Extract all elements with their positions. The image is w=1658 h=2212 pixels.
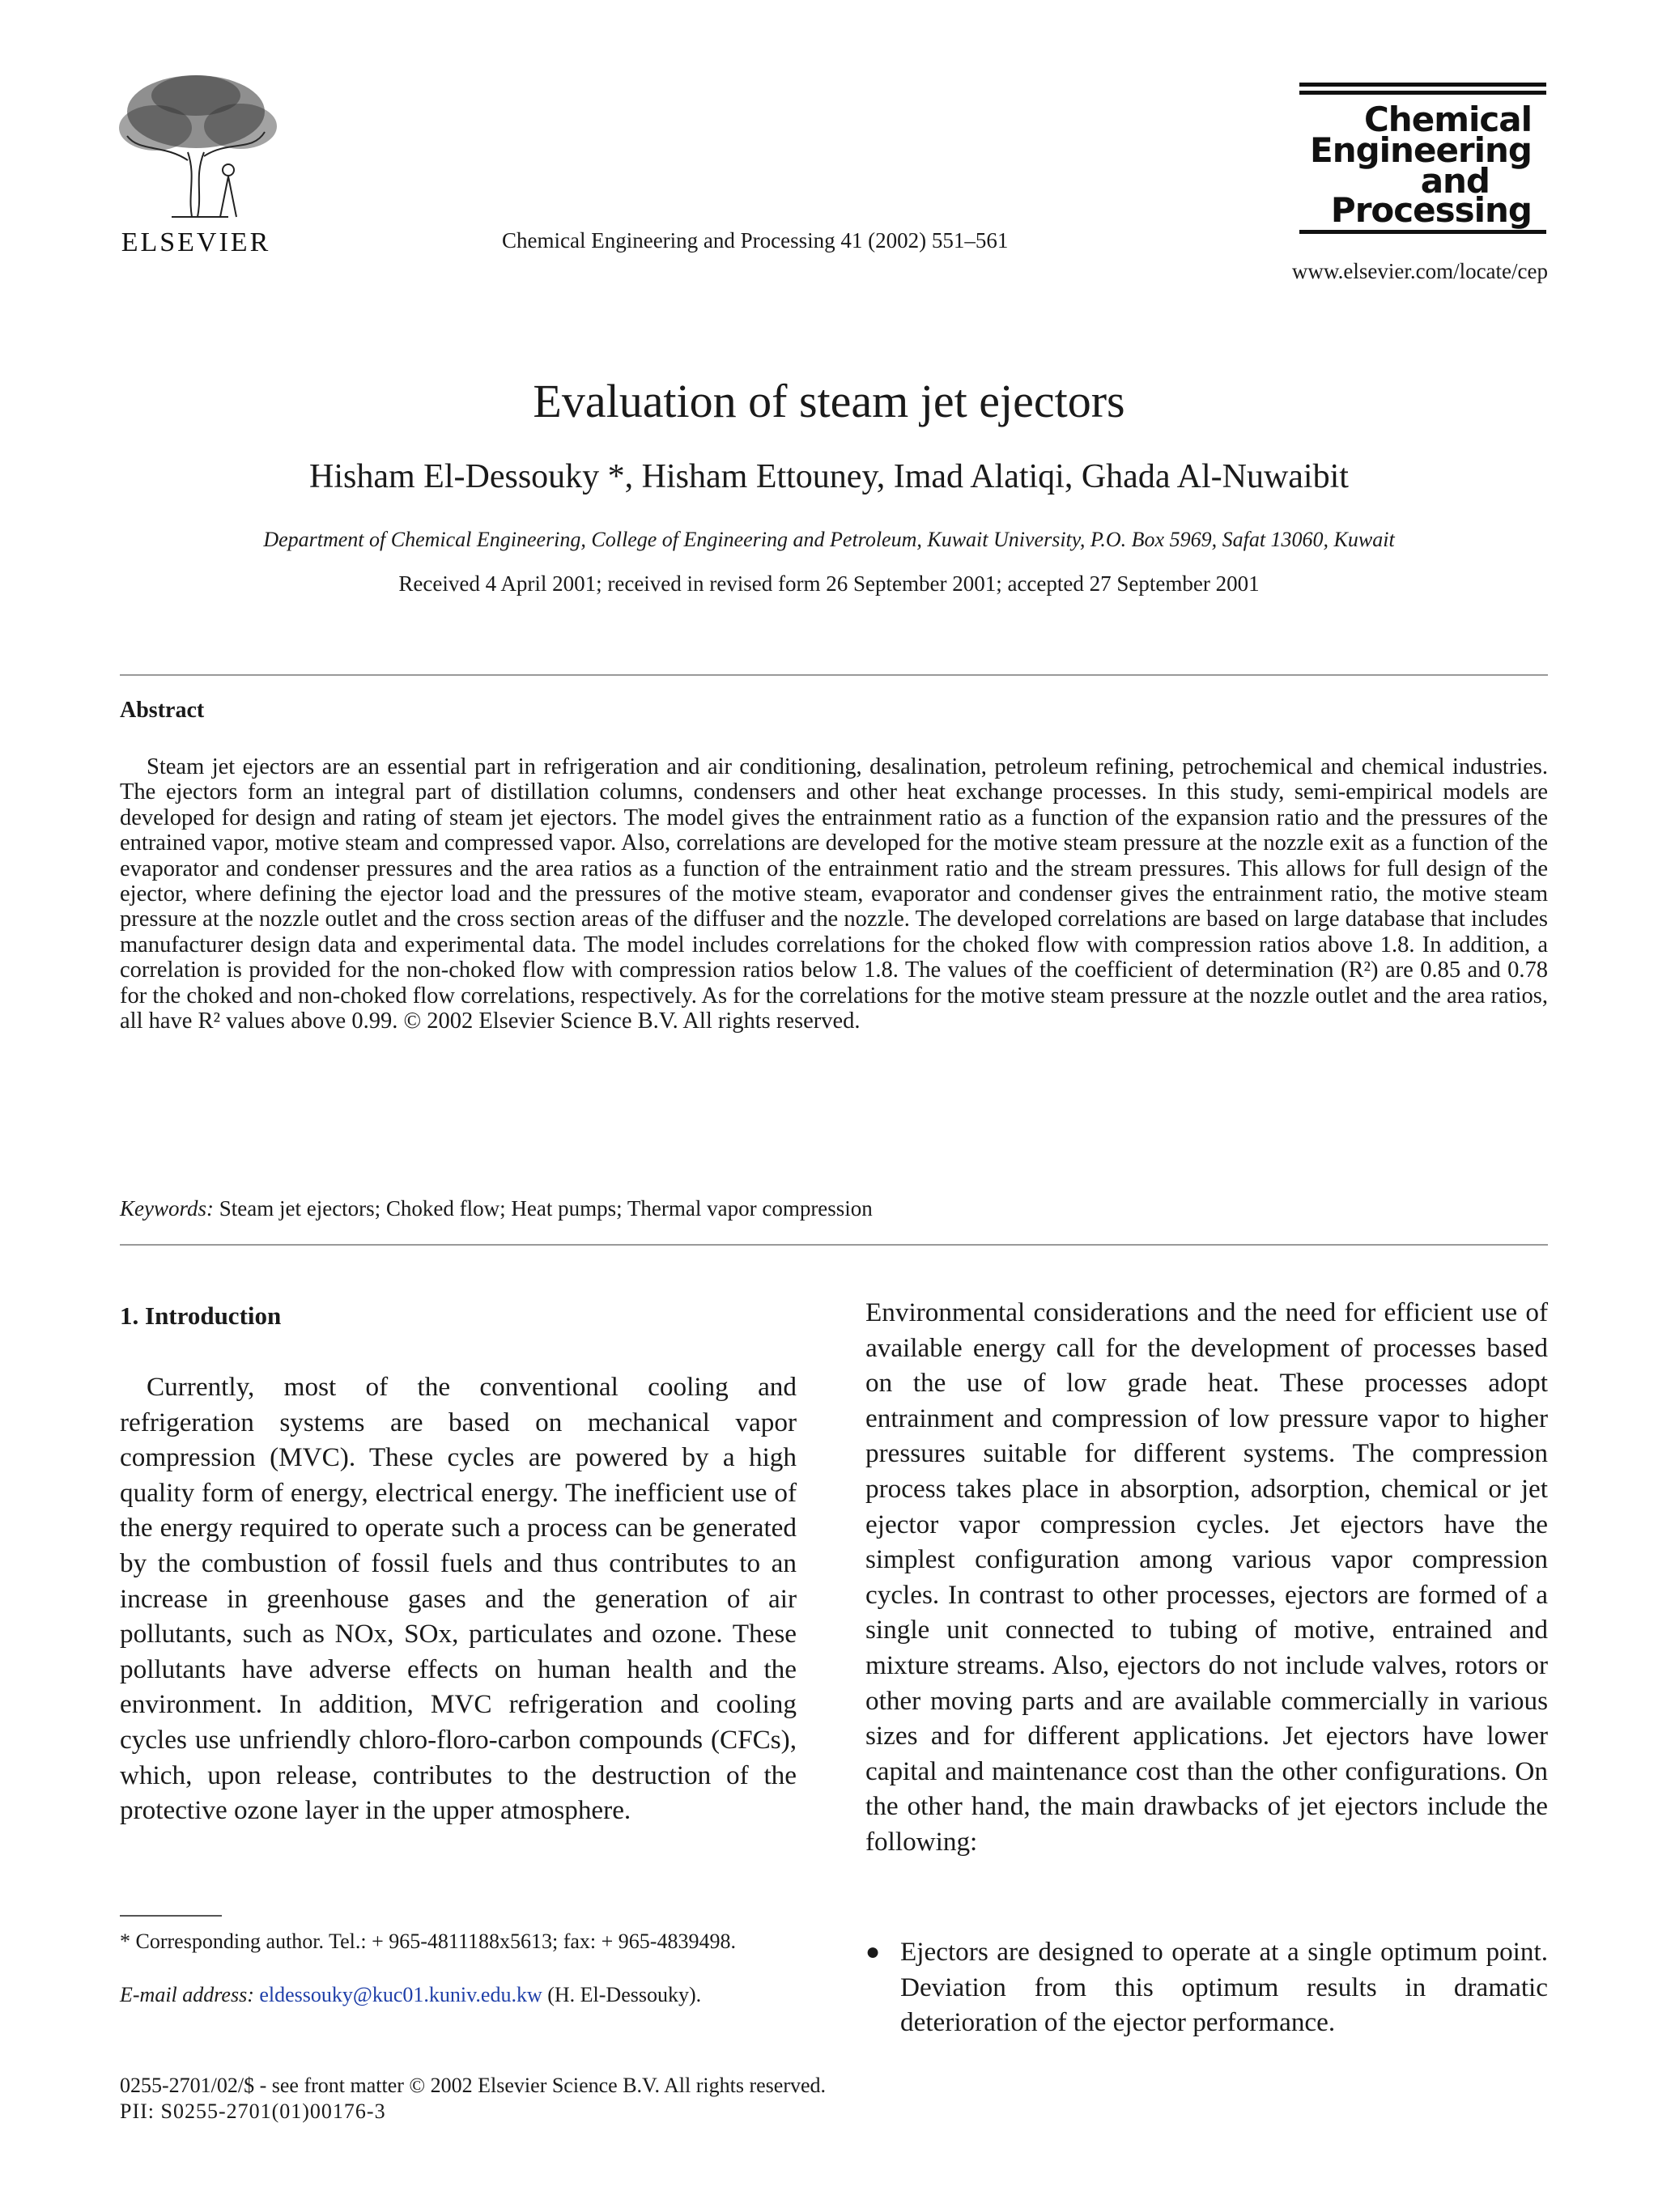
publisher-name: ELSEVIER <box>121 227 271 257</box>
abstract-text: Steam jet ejectors are an essential part in refrigeration and air conditioning, desalination, petroleum refining, petrochemical and chemical industries. The ejectors form an integral part of distillation columns, condensers and other heat exchange processes. In this study, semi-empirical models are developed for design and rating of steam jet ejectors. The model gives the entrainment ratio as a function of the expansion ratio and the pressures of the entrained vapor, motive steam and compressed vapor. Also, correlations are developed for the motive steam pressure at the nozzle exit as a function of the evaporator and condenser pressures and the area ratios as a function of the entrainment ratio and the stream pressures. This allows for full design of the ejector, where defining the ejector load and the pressures of the motive steam, evaporator and condenser gives the entrainment ratio, the motive steam pressure at the nozzle outlet and the cross section areas of the diffuser and the nozzle. The developed correlations are based on large database that includes manufacturer design data and experimental data. The model includes correlations for the choked flow with compression ratios above 1.8. In addition, a correlation is provided for the non-choked flow with compression ratios below 1.8. The values of the coefficient of determination (R²) are 0.85 and 0.78 for the choked and non-choked flow correlations, respectively. As for the correlations for the motive steam pressure at the nozzle outlet and the area ratios, all have R² values above 0.99. © 2002 Elsevier Science B.V. All rights reserved. <box>120 754 1548 1034</box>
email-note <box>120 1983 797 2007</box>
email-link[interactable]: eldessouky@kuc01.kuniv.edu.kw <box>259 1983 542 2006</box>
email-suffix: (H. El-Dessouky). <box>547 1983 702 2006</box>
article-title: Evaluation of steam jet ejectors <box>533 375 1125 427</box>
corresponding-author-note: * Corresponding author. Tel.: + 965-4811188x5613; fax: + 965-4839498. <box>120 1930 736 1953</box>
journal-logo-word: Engineering <box>1310 130 1532 170</box>
received-dates: Received 4 April 2001; received in revised form 26 September 2001; accepted 27 September 2001 <box>398 571 1260 596</box>
divider <box>120 674 1548 676</box>
journal-url-link[interactable]: www.elsevier.com/locate/cep <box>1291 259 1548 283</box>
journal-logo <box>1299 81 1546 235</box>
section-heading: 1. Introduction <box>120 1301 282 1330</box>
elsevier-tree-icon <box>107 63 285 257</box>
list-item-text: Ejectors are designed to operate at a single optimum point. Deviation from this optimum results in dramatic deterioration of the ejector performance. <box>900 1937 1548 2038</box>
intro-paragraph-left: Currently, most of the conventional cooling and refrigeration systems are based on mechanical vapor compression (MVC). These cycles are powered by a high quality form of energy, electrical energy. The inefficient use of the energy required to operate such a process can be generated by the combustion of fossil fuels and thus contributes to an increase in greenhouse gases and the generation of air pollutants, such as NOx, SOx, particulates and ozone. These pollutants have adverse effects on human health and the environment. In addition, MVC refrigeration and cooling cycles use unfriendly chloro-floro-carbon compounds (CFCs), which, upon release, contributes to the destruction of the protective ozone layer in the upper atmosphere. <box>120 1372 797 1826</box>
email-label: E-mail address: <box>120 1983 254 2006</box>
journal-reference: Chemical Engineering and Processing 41 (2002) 551–561 <box>502 228 1009 253</box>
keywords <box>120 1196 1548 1221</box>
journal-logo-word: Processing <box>1330 190 1532 230</box>
copyright-line: 0255-2701/02/$ - see front matter © 2002 Elsevier Science B.V. All rights reserved. <box>120 2074 827 2097</box>
keywords-label: Keywords: <box>120 1196 214 1221</box>
bullet-icon: ● <box>865 1938 881 1965</box>
keywords-text: Steam jet ejectors; Choked flow; Heat pumps; Thermal vapor compression <box>219 1196 873 1221</box>
footnote-rule <box>120 1915 222 1917</box>
author-list: Hisham El-Dessouky *, Hisham Ettouney, Imad Alatiqi, Ghada Al-Nuwaibit <box>309 458 1349 495</box>
list-item <box>865 1934 1548 2040</box>
journal-logo-word: Chemical <box>1363 100 1532 139</box>
elsevier-logo <box>107 63 285 257</box>
intro-paragraph-right: Environmental considerations and the need for efficient use of available energy call for the development of processes based on the use of low grade heat. These processes adopt entrainment and compression of low pressure vapor to higher pressures suitable for different systems. The compression process takes place in absorption, adsorption, chemical or jet ejector vapor compression cycles. Jet ejectors have the simplest configuration among various vapor compression cycles. In contrast to other processes, ejectors are formed of a single unit connected to tubing of motive, entrained and mixture streams. Also, ejectors do not include valves, rotors or other moving parts and are available commercially in various sizes and for different applications. Jet ejectors have lower capital and maintenance cost than the other configurations. On the other hand, the main drawbacks of jet ejectors include the following: <box>865 1297 1548 1857</box>
divider <box>120 1244 1548 1246</box>
abstract-heading: Abstract <box>120 698 205 723</box>
affiliation: Department of Chemical Engineering, College of Engineering and Petroleum, Kuwait University, P.O. Box 5969, Safat 13060, Kuwait <box>263 528 1395 551</box>
journal-logo-word: and <box>1420 161 1490 201</box>
pii-line: PII: S0255-2701(01)00176-3 <box>120 2099 386 2123</box>
